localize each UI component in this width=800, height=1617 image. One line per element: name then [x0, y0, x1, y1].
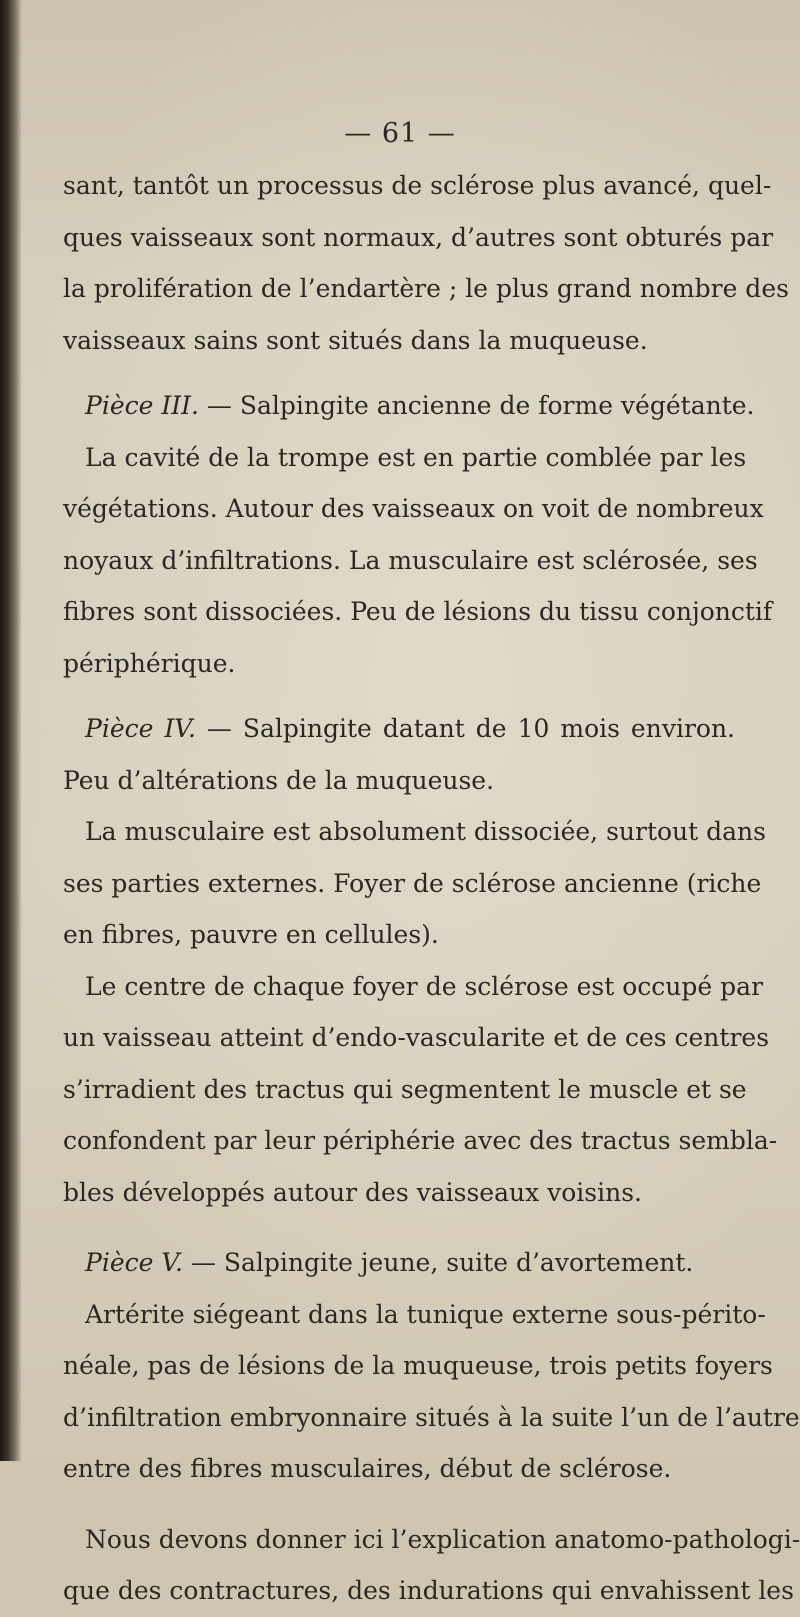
- section-heading: [63, 1237, 735, 1289]
- text-line: que des contractures, des indurations qui envahissent les: [63, 1576, 794, 1605]
- text-line: entre des fibres musculaires, début de sclérose.: [63, 1454, 672, 1483]
- text-line: périphérique.: [63, 648, 236, 678]
- page-number: — 61 —: [344, 118, 456, 149]
- text-line: un vaisseau atteint d’endo-vascularite et de ces centres: [63, 1023, 770, 1052]
- text-line: sant, tantôt un processus de sclérose plus avancé, quel-: [63, 171, 772, 200]
- text-line: fibres sont dissociées. Peu de lésions du tissu conjonctif: [63, 597, 773, 626]
- text-line: Nous devons donner ici l’explication anatomo-pathologi-: [85, 1524, 800, 1554]
- section-heading: [63, 380, 755, 432]
- text-line: La musculaire est absolument dissociée, surtout dans: [85, 817, 766, 846]
- text-line: Artérite siégeant dans la tunique externe sous-périto-: [85, 1299, 766, 1329]
- piece-label: Pièce IV.: [85, 714, 196, 743]
- heading-text: — Salpingite jeune, suite d’avortement.: [183, 1248, 694, 1277]
- heading-text: — Salpingite datant de 10 mois environ.: [195, 714, 735, 743]
- text-line: confondent par leur périphérie avec des tractus sembla-: [63, 1126, 778, 1155]
- text-line: néale, pas de lésions de la muqueuse, trois petits foyers: [63, 1351, 773, 1380]
- text-line: en fibres, pauvre en cellules).: [63, 920, 439, 949]
- book-binding-edge: [0, 0, 22, 1461]
- paragraph-final: [63, 1514, 800, 1617]
- section-heading: [63, 703, 735, 755]
- text-line: vaisseaux sains sont situés dans la muqueuse.: [63, 325, 648, 355]
- text-line: noyaux d’infiltrations. La musculaire est sclérosée, ses: [63, 545, 758, 575]
- paragraph-continuation: [63, 160, 789, 366]
- piece-label: Pièce V.: [85, 1248, 183, 1277]
- text-line: la prolifération de l’endartère ; le plus grand nombre des: [63, 274, 789, 303]
- text-line: bles développés autour des vaisseaux voisins.: [63, 1177, 642, 1207]
- text-line: s’irradient des tractus qui segmentent le muscle et se: [63, 1074, 747, 1104]
- text-line: ses parties externes. Foyer de sclérose ancienne (riche: [63, 868, 762, 898]
- heading-text: — Salpingite ancienne de forme végétante.: [198, 391, 755, 420]
- text-line: La cavité de la trompe est en partie comblée par les: [85, 442, 747, 472]
- section-piece-iv: [63, 703, 778, 1218]
- page-body: [63, 160, 800, 1617]
- section-piece-iii: [63, 380, 773, 689]
- text-line: Peu d’altérations de la muqueuse.: [63, 765, 495, 795]
- text-line: ques vaisseaux sont normaux, d’autres sont obturés par: [63, 222, 774, 252]
- text-line: Le centre de chaque foyer de sclérose est occupé par: [85, 971, 764, 1001]
- text-line: végétations. Autour des vaisseaux on voit de nombreux: [63, 494, 764, 523]
- text-line: d’infiltration embryonnaire situés à la suite l’un de l’autre: [63, 1402, 800, 1432]
- piece-label: Pièce III.: [85, 391, 199, 420]
- section-piece-v: [63, 1237, 800, 1495]
